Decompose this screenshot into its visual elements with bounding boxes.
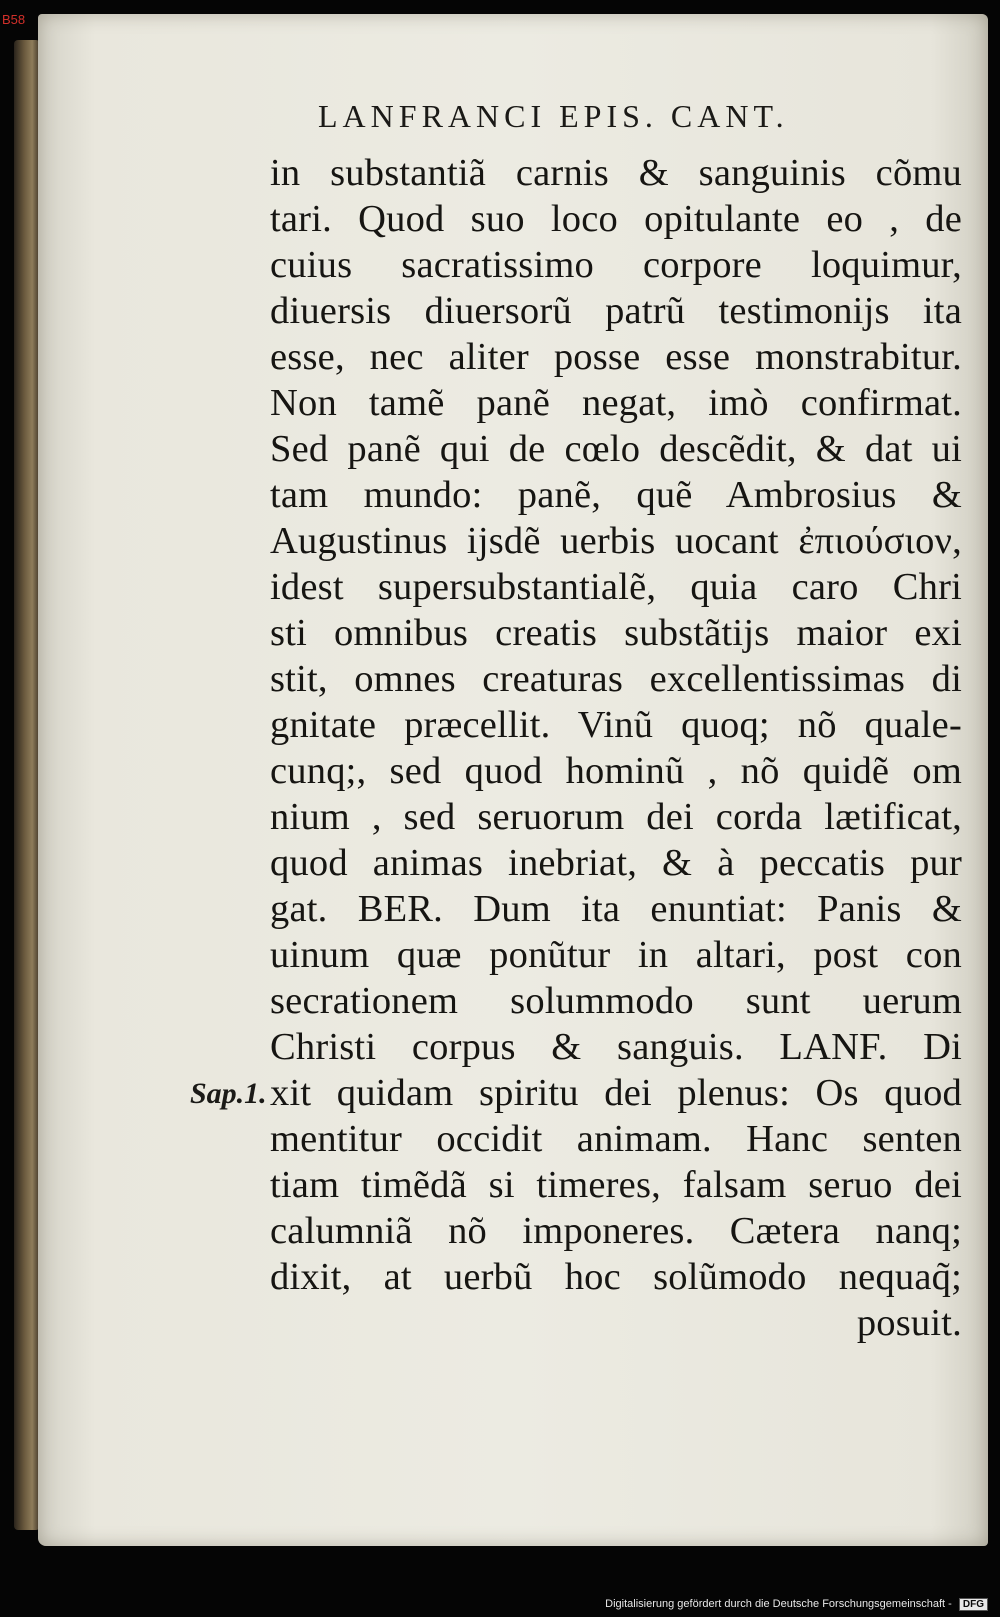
text-line: tari. Quod suo loco opitulante eo , de — [270, 198, 962, 240]
credit-text: Digitalisierung gefördert durch die Deutsche Forschungsgemeinschaft - — [605, 1598, 952, 1610]
text-line: cuius sacratissimo corpore loquimur, — [270, 244, 962, 286]
page-corner-mark: B58 — [2, 12, 26, 27]
text-line: nium , sed seruorum dei corda lætificat, — [270, 796, 962, 838]
text-line: gat. BER. Dum ita enuntiat: Panis & — [270, 888, 962, 930]
text-line: Christi corpus & sanguis. LANF. Di — [270, 1026, 962, 1068]
text-line: esse, nec aliter posse esse monstrabitur. — [270, 336, 962, 378]
text-block — [270, 150, 962, 1346]
text-line: tiam timẽdã si timeres, falsam seruo dei — [270, 1164, 962, 1206]
digitization-credit — [605, 1598, 988, 1611]
text-line: xit quidam spiritu dei plenus: Os quod — [270, 1072, 962, 1114]
book-spine-edge — [14, 40, 40, 1530]
text-line: quod animas inebriat, & à peccatis pur — [270, 842, 962, 884]
text-line: calumniã nõ imponeres. Cætera nanq; — [270, 1210, 962, 1252]
text-line: gnitate præcellit. Vinũ quoq; nõ quale- — [270, 704, 962, 746]
text-line-last: posuit. — [856, 1302, 962, 1344]
text-line: uinum quæ ponũtur in altari, post con — [270, 934, 962, 976]
text-line: idest supersubstantialẽ, quia caro Chri — [270, 566, 962, 608]
text-line: secrationem solummodo sunt uerum — [270, 980, 962, 1022]
text-line: dixit, at uerbũ hoc solũmodo nequaq̃; — [270, 1256, 962, 1298]
text-line: Sed panẽ qui de cœlo descẽdit, & dat ui — [270, 428, 962, 470]
text-line: Non tamẽ panẽ negat, imò confirmat. — [270, 382, 962, 424]
text-line: mentitur occidit animam. Hanc senten — [270, 1118, 962, 1160]
text-line: Augustinus ijsdẽ uerbis uocant ἐπιούσιον, — [270, 520, 962, 562]
text-line: tam mundo: panẽ, quẽ Ambrosius & — [270, 474, 962, 516]
running-head: LANFRANCI EPIS. CANT. — [318, 98, 789, 134]
dfg-logo: DFG — [959, 1598, 988, 1611]
text-line: in substantiã carnis & sanguinis cõmu — [270, 152, 962, 194]
text-line: diuersis diuersorũ patrũ testimonijs ita — [270, 290, 962, 332]
text-line: stit, omnes creaturas excellentissimas di — [270, 658, 962, 700]
text-line: cunq;, sed quod hominũ , nõ quidẽ om — [270, 750, 962, 792]
marginal-note: Sap.1. — [190, 1077, 267, 1110]
text-line: sti omnibus creatis substãtijs maior exi — [270, 612, 962, 654]
